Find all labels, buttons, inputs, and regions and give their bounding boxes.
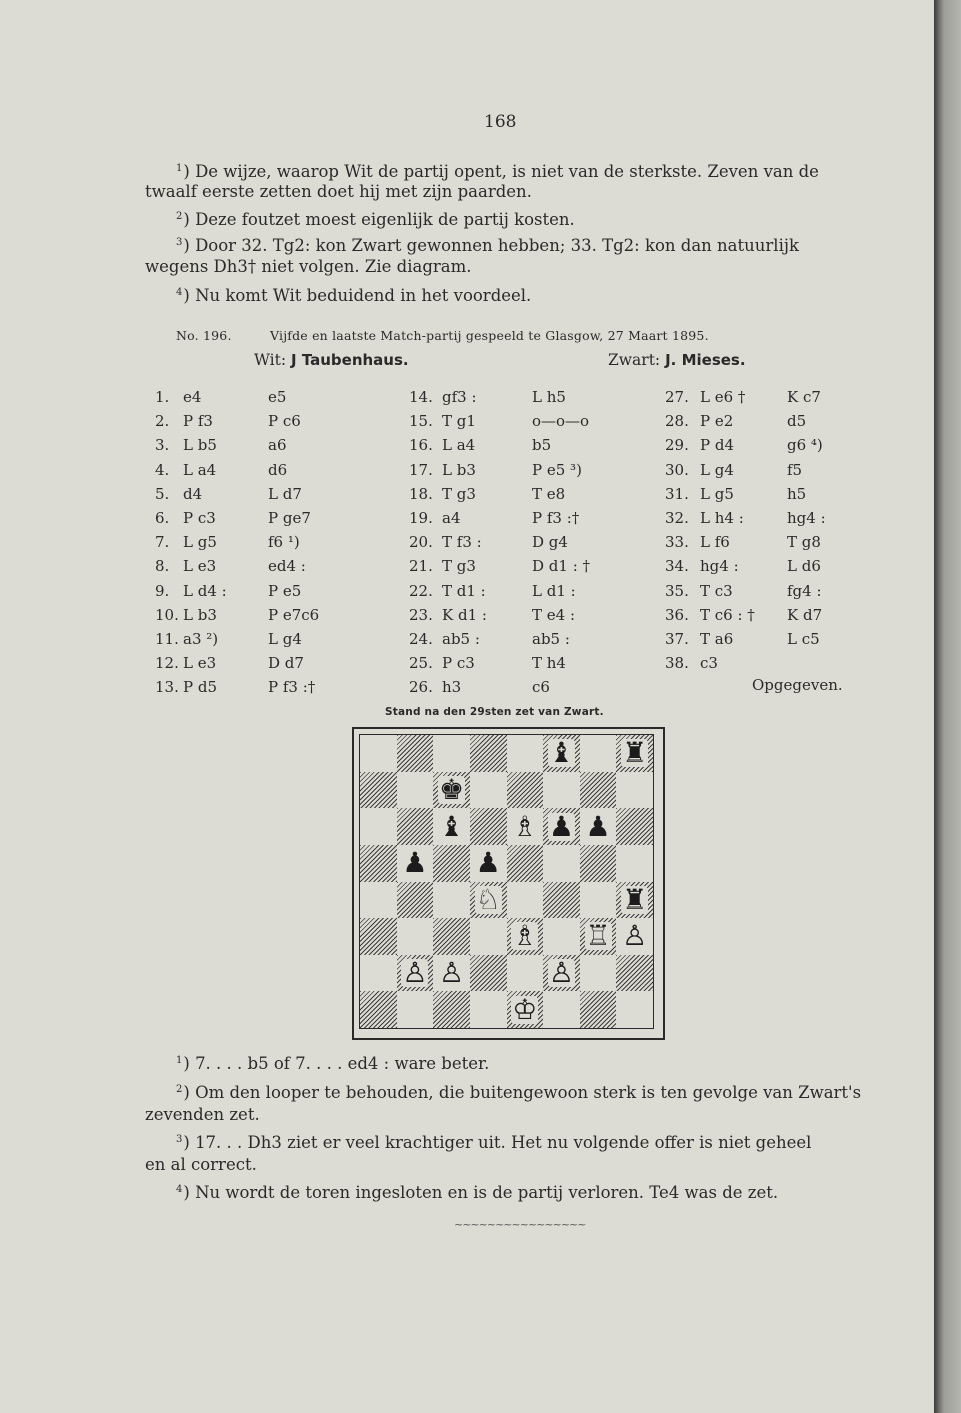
board-square: [507, 991, 544, 1028]
board-square: [616, 918, 653, 955]
black-move: P e7c6: [268, 605, 320, 624]
black-move: ab5 :: [532, 630, 570, 648]
white-move: T c3: [700, 581, 733, 600]
black-move: f5: [787, 460, 803, 479]
black-move: b5: [532, 436, 552, 455]
black-move: D d1 : †: [532, 557, 591, 576]
board-square: [470, 955, 507, 992]
board-square: [507, 918, 544, 955]
black-pawn-icon: ♟: [585, 809, 611, 843]
board-square: [433, 735, 470, 772]
top-note-2: $^2$) Deze foutzet moest eigenlijk de partij kosten.: [176, 210, 575, 229]
board-square: [616, 991, 653, 1028]
board-square: [433, 882, 470, 919]
move-number: 21.: [409, 557, 433, 576]
board-square: [543, 918, 580, 955]
white-move: L g5: [700, 484, 734, 503]
footnote-mark: 4: [176, 1184, 183, 1195]
move-number: 17.: [409, 460, 433, 479]
move-number: 32.: [665, 509, 689, 527]
black-move: T h4: [532, 654, 566, 673]
board-square: [397, 772, 434, 809]
black-move: L c5: [787, 630, 820, 648]
black-rook-icon: ♜: [622, 882, 648, 916]
black-move: L d6: [787, 557, 821, 576]
white-move: K d1 :: [442, 605, 487, 624]
top-note-3: $^3$) Door 32. Tg2: kon Zwart gewonnen hebben; 33. Tg2: kon dan natuurlijk: [176, 236, 799, 255]
move-number: 4.: [155, 460, 170, 479]
white-name: J Taubenhaus.: [291, 351, 409, 369]
white-bishop-icon: ♗: [512, 809, 538, 843]
white-move: P d5: [183, 678, 218, 697]
chess-board: [359, 734, 654, 1029]
black-move: T g8: [787, 533, 821, 552]
white-bishop-icon: ♗: [512, 919, 538, 953]
page-edge-shadow: [934, 0, 961, 1413]
top-note-3-cont: wegens Dh3† niet volgen. Zie diagram.: [145, 257, 472, 276]
board-square: [580, 735, 617, 772]
board-square: [507, 882, 544, 919]
black-move: K c7: [787, 388, 821, 406]
white-move: P f3: [183, 412, 213, 431]
black-move: a6: [268, 436, 287, 455]
black-king-icon: ♚: [439, 772, 465, 806]
top-note-1: $^1$) De wijze, waarop Wit de partij opent, is niet van de sterkste. Zeven van de: [176, 162, 819, 181]
board-square: [397, 808, 434, 845]
board-square: [580, 991, 617, 1028]
board-square: [543, 808, 580, 845]
game-title: Vijfde en laatste Match-partij gespeeld te Glasgow, 27 Maart 1895.: [270, 328, 709, 343]
white-move: P d4: [700, 436, 735, 455]
black-move: d6: [268, 460, 288, 479]
board-square: [360, 991, 397, 1028]
black-move: fg4 :: [787, 581, 822, 600]
note-line: Door 32. Tg2: kon Zwart gewonnen hebben; 33. Tg2: kon dan natuurlijk: [195, 236, 799, 255]
board-square: [397, 918, 434, 955]
bottom-note-2: $^2$) Om den looper te behouden, die buitengewoon sterk is ten gevolge van Zwart's: [176, 1083, 862, 1102]
white-move: hg4 :: [700, 557, 739, 576]
board-square: [360, 735, 397, 772]
white-move: h3: [442, 678, 462, 697]
board-square: [616, 955, 653, 992]
board-square: [616, 845, 653, 882]
black-move: L h5: [532, 388, 566, 406]
white-move: gf3 :: [442, 388, 477, 406]
white-move: ab5 :: [442, 630, 480, 648]
white-move: P c3: [442, 654, 475, 673]
white-player: [254, 351, 409, 369]
board-square: [543, 991, 580, 1028]
black-move: d5: [787, 412, 807, 431]
black-move: P f3 :†: [268, 678, 316, 697]
note-line: Nu komt Wit beduidend in het voordeel.: [195, 286, 532, 305]
white-move: L e3: [183, 557, 217, 576]
black-move: ed4 :: [268, 557, 306, 576]
move-number: 23.: [409, 605, 433, 624]
note-line: Nu wordt de toren ingesloten en is de partij verloren. Te4 was de zet.: [195, 1183, 779, 1202]
white-label: Wit:: [254, 351, 287, 369]
board-square: [397, 735, 434, 772]
move-number: 35.: [665, 581, 689, 600]
board-square: [470, 918, 507, 955]
board-square: [543, 845, 580, 882]
move-number: 31.: [665, 484, 689, 503]
black-move: T e8: [532, 484, 566, 503]
white-pawn-icon: ♙: [622, 919, 648, 953]
white-move: L b3: [442, 460, 476, 479]
black-move: D g4: [532, 533, 568, 552]
board-square: [470, 882, 507, 919]
board-square: [580, 955, 617, 992]
white-move: L a4: [183, 460, 217, 479]
move-number: 7.: [155, 533, 170, 552]
move-number: 22.: [409, 581, 433, 600]
black-move: P f3 :†: [532, 509, 580, 527]
white-move: c3: [700, 654, 718, 673]
white-move: L b5: [183, 436, 217, 455]
black-name: J. Mieses.: [665, 351, 746, 369]
white-knight-icon: ♘: [475, 882, 501, 916]
footnote-mark: 1: [176, 163, 183, 174]
top-note-4: $^4$) Nu komt Wit beduidend in het voordeel.: [176, 286, 532, 305]
move-number: 25.: [409, 654, 433, 673]
chess-diagram: [352, 727, 665, 1040]
note-line: Om den looper te behouden, die buitengewoon sterk is ten gevolge van Zwart's: [195, 1083, 862, 1102]
black-move: f6 ¹): [268, 533, 300, 552]
board-square: [507, 808, 544, 845]
diagram-caption: Stand na den 29sten zet van Zwart.: [385, 706, 604, 718]
white-move: P e2: [700, 412, 734, 431]
black-move: L g4: [268, 630, 302, 648]
white-pawn-icon: ♙: [548, 956, 574, 990]
board-square: [580, 882, 617, 919]
white-move: T f3 :: [442, 533, 482, 552]
white-move: P c3: [183, 509, 216, 527]
move-number: 26.: [409, 678, 433, 697]
bottom-note-3-cont: en al correct.: [145, 1155, 257, 1174]
bottom-note-1: $^1$) 7. . . . b5 of 7. . . . ed4 : ware beter.: [176, 1054, 490, 1073]
board-square: [470, 735, 507, 772]
white-move: T g3: [442, 484, 476, 503]
move-number: 18.: [409, 484, 433, 503]
white-move: L g5: [183, 533, 217, 552]
white-move: L a4: [442, 436, 476, 455]
black-move: hg4 :: [787, 509, 826, 527]
board-square: [433, 772, 470, 809]
white-move: T d1 :: [442, 581, 486, 600]
black-player: [608, 351, 746, 369]
white-move: e4: [183, 388, 202, 406]
footnote-mark: 2: [176, 211, 183, 222]
board-square: [470, 845, 507, 882]
move-number: 3.: [155, 436, 170, 455]
black-move: T e4 :: [532, 605, 576, 624]
board-square: [360, 882, 397, 919]
black-move: o—o—o: [532, 412, 590, 431]
move-number: 37.: [665, 630, 689, 648]
board-square: [580, 808, 617, 845]
black-move: L d7: [268, 484, 302, 503]
white-move: T a6: [700, 630, 734, 648]
white-move: L f6: [700, 533, 730, 552]
board-square: [433, 991, 470, 1028]
move-number: 34.: [665, 557, 689, 576]
move-number: 13.: [155, 678, 179, 697]
board-square: [360, 955, 397, 992]
white-move: L d4 :: [183, 581, 227, 600]
note-line: De wijze, waarop Wit de partij opent, is niet van de sterkste. Zeven van de: [195, 162, 819, 181]
move-number: 9.: [155, 581, 170, 600]
black-move: e5: [268, 388, 287, 406]
board-square: [433, 918, 470, 955]
board-square: [470, 991, 507, 1028]
footnote-mark: 3: [176, 1134, 183, 1145]
move-number: 24.: [409, 630, 433, 648]
white-move: L e6 †: [700, 388, 746, 406]
black-pawn-icon: ♟: [475, 846, 501, 880]
white-move: L b3: [183, 605, 217, 624]
black-move: P ge7: [268, 509, 311, 527]
black-move: g6 ⁴): [787, 436, 823, 455]
footnote-mark: 1: [176, 1055, 183, 1066]
game-result: Opgegeven.: [752, 676, 843, 694]
white-move: T g3: [442, 557, 476, 576]
black-move: K d7: [787, 605, 823, 624]
board-square: [543, 772, 580, 809]
game-number: No. 196.: [176, 328, 232, 343]
white-move: L g4: [700, 460, 734, 479]
black-move: P e5: [268, 581, 302, 600]
board-square: [470, 808, 507, 845]
board-square: [580, 918, 617, 955]
board-square: [580, 845, 617, 882]
white-pawn-icon: ♙: [439, 956, 465, 990]
move-number: 33.: [665, 533, 689, 552]
move-number: 1.: [155, 388, 170, 406]
move-number: 29.: [665, 436, 689, 455]
black-bishop-icon: ♝: [439, 809, 465, 843]
move-number: 2.: [155, 412, 170, 431]
footnote-mark: 4: [176, 287, 183, 298]
board-square: [397, 845, 434, 882]
move-number: 12.: [155, 654, 179, 673]
black-move: h5: [787, 484, 807, 503]
white-move: L e3: [183, 654, 217, 673]
move-number: 27.: [665, 388, 689, 406]
board-square: [433, 955, 470, 992]
black-move: P c6: [268, 412, 301, 431]
bottom-note-2-cont: zevenden zet.: [145, 1105, 260, 1124]
board-square: [616, 735, 653, 772]
board-square: [360, 918, 397, 955]
note-line: 17. . . Dh3 ziet er veel krachtiger uit. Het nu volgende offer is niet geheel: [195, 1133, 812, 1152]
board-square: [507, 735, 544, 772]
board-square: [580, 772, 617, 809]
move-number: 14.: [409, 388, 433, 406]
move-number: 8.: [155, 557, 170, 576]
black-move: D d7: [268, 654, 304, 673]
board-square: [543, 735, 580, 772]
page-number: 168: [484, 112, 517, 132]
board-square: [616, 882, 653, 919]
white-move: a3 ²): [183, 630, 219, 648]
board-square: [433, 845, 470, 882]
bottom-note-4: $^4$) Nu wordt de toren ingesloten en is de partij verloren. Te4 was de zet.: [176, 1183, 779, 1202]
black-move: L d1 :: [532, 581, 576, 600]
move-number: 15.: [409, 412, 433, 431]
move-number: 28.: [665, 412, 689, 431]
board-square: [543, 882, 580, 919]
white-move: d4: [183, 484, 203, 503]
note-line: 7. . . . b5 of 7. . . . ed4 : ware beter.: [195, 1054, 490, 1073]
white-pawn-icon: ♙: [402, 956, 428, 990]
black-rook-icon: ♜: [622, 736, 648, 770]
move-number: 19.: [409, 509, 433, 527]
black-move: P e5 ³): [532, 460, 582, 479]
move-number: 30.: [665, 460, 689, 479]
move-number: 38.: [665, 654, 689, 673]
footnote-mark: 3: [176, 237, 183, 248]
move-number: 20.: [409, 533, 433, 552]
footnote-mark: 2: [176, 1084, 183, 1095]
board-square: [360, 808, 397, 845]
board-square: [397, 955, 434, 992]
move-number: 16.: [409, 436, 433, 455]
black-bishop-icon: ♝: [548, 736, 574, 770]
board-square: [543, 955, 580, 992]
board-square: [616, 808, 653, 845]
note-line: Deze foutzet moest eigenlijk de partij kosten.: [195, 210, 575, 229]
white-move: T c6 : †: [700, 605, 755, 624]
white-move: a4: [442, 509, 461, 527]
move-number: 36.: [665, 605, 689, 624]
black-move: c6: [532, 678, 550, 697]
white-move: L h4 :: [700, 509, 744, 527]
board-square: [397, 991, 434, 1028]
black-pawn-icon: ♟: [402, 846, 428, 880]
board-square: [397, 882, 434, 919]
top-note-1-cont: twaalf eerste zetten doet hij met zijn paarden.: [145, 182, 532, 201]
board-square: [470, 772, 507, 809]
board-square: [433, 808, 470, 845]
move-number: 11.: [155, 630, 179, 648]
move-number: 5.: [155, 484, 170, 503]
board-square: [360, 772, 397, 809]
white-rook-icon: ♖: [585, 919, 611, 953]
black-label: Zwart:: [608, 351, 661, 369]
black-pawn-icon: ♟: [548, 809, 574, 843]
white-move: T g1: [442, 412, 476, 431]
move-number: 6.: [155, 509, 170, 527]
board-square: [507, 955, 544, 992]
board-square: [616, 772, 653, 809]
move-number: 10.: [155, 605, 179, 624]
white-king-icon: ♔: [512, 992, 538, 1026]
board-square: [360, 845, 397, 882]
board-square: [507, 845, 544, 882]
end-ornament: ~~~~~~~~~~~~~~~~: [454, 1218, 586, 1231]
bottom-note-3: $^3$) 17. . . Dh3 ziet er veel krachtiger uit. Het nu volgende offer is niet geheel: [176, 1133, 812, 1152]
board-square: [507, 772, 544, 809]
